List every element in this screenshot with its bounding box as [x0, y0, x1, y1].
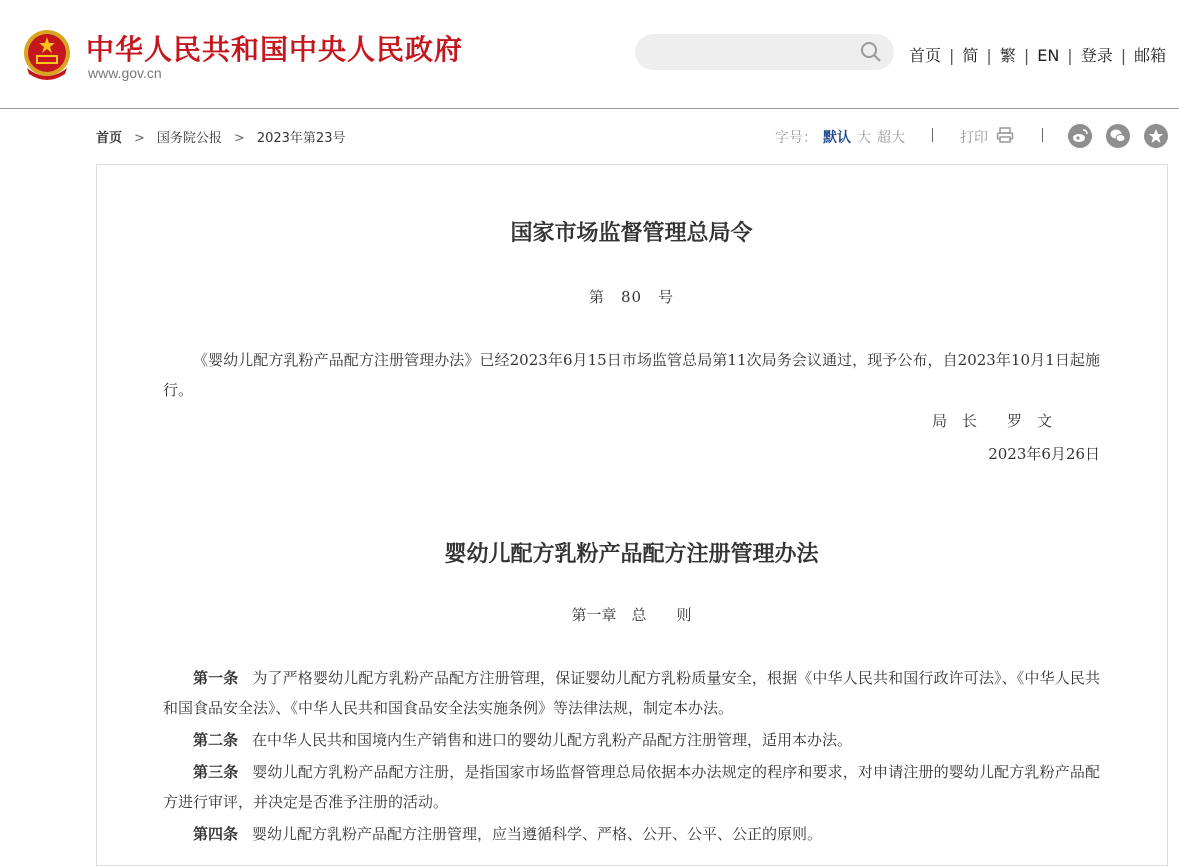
article-paragraph [163, 725, 1100, 755]
article-text: 婴幼儿配方乳粉产品配方注册管理，应当遵循科学、严格、公开、公平、公正的原则。 [252, 825, 823, 843]
article-number: 第四条 [193, 825, 239, 843]
article-number: 第三条 [193, 763, 239, 781]
search-box [635, 34, 894, 70]
site-header [0, 0, 1179, 109]
breadcrumb-issue[interactable]: 2023年第23号 [256, 131, 346, 146]
nav-mail-link[interactable]: 邮箱 [1134, 46, 1167, 65]
site-title[interactable]: 中华人民共和国中央人民政府 [86, 33, 464, 66]
nav-divider: | [1023, 46, 1030, 65]
article-text: 在中华人民共和国境内生产销售和进口的婴幼儿配方乳粉产品配方注册管理，适用本办法。 [252, 731, 853, 749]
print-button[interactable]: 打印 [960, 130, 988, 146]
regulation-title: 婴幼儿配方乳粉产品配方注册管理办法 [444, 541, 819, 567]
nav-traditional-link[interactable]: 繁 [999, 46, 1016, 65]
order-intro: 《婴幼儿配方乳粉产品配方注册管理办法》已经2023年6月15日市场监管总局第11次局务会议通过，现予公布，自2023年10月1日起施行。 [163, 351, 1100, 399]
site-url[interactable]: www.gov.cn [88, 65, 162, 81]
tools-divider [1042, 128, 1043, 142]
nav-simplified-link[interactable]: 简 [962, 46, 979, 65]
article-number: 第一条 [193, 669, 239, 687]
chevron-right-icon: > [233, 131, 245, 146]
top-nav [909, 43, 1166, 66]
signatory: 局 长 罗 文 [932, 412, 1053, 430]
order-title: 国家市场监督管理总局令 [510, 220, 753, 246]
breadcrumb-gazette[interactable]: 国务院公报 [156, 131, 222, 146]
nav-divider: | [986, 46, 992, 65]
font-size-default[interactable]: 默认 [823, 130, 851, 146]
chevron-right-icon: > [134, 131, 145, 146]
weibo-icon[interactable] [1068, 124, 1092, 148]
tools-divider [932, 128, 933, 142]
article-number: 第二条 [193, 731, 239, 749]
order-date: 2023年6月26日 [988, 445, 1100, 463]
chapter-heading: 第一章 总 则 [571, 606, 692, 624]
article-text: 为了严格婴幼儿配方乳粉产品配方注册管理，保证婴幼儿配方乳粉质量安全，根据《中华人民共和国行政许可法》、《中华人民共和国食品安全法》、《中华人民共和国食品安全法实施条例》等法律法规，制定本办法。 [163, 669, 1100, 717]
article-paragraph [163, 757, 1100, 817]
wechat-icon[interactable] [1106, 124, 1130, 148]
breadcrumb [96, 127, 345, 146]
nav-divider: | [1067, 46, 1073, 65]
font-size-xlarge[interactable]: 超大 [877, 130, 905, 146]
font-size-large[interactable]: 大 [857, 130, 871, 146]
printer-icon[interactable] [996, 126, 1014, 144]
article-paragraph [163, 663, 1100, 723]
nav-login-link[interactable]: 登录 [1080, 46, 1113, 65]
search-icon[interactable] [860, 41, 882, 63]
order-number: 第 80 号 [588, 288, 675, 306]
article-text: 婴幼儿配方乳粉产品配方注册，是指国家市场监督管理总局依据本办法规定的程序和要求，对申请注册的婴幼儿配方乳粉产品配方进行审评，并决定是否准予注册的活动。 [163, 763, 1100, 811]
breadcrumb-home[interactable]: 首页 [96, 131, 123, 146]
nav-divider: | [949, 46, 955, 65]
search-input[interactable] [649, 41, 853, 65]
article-container [96, 164, 1168, 866]
font-size-label: 字号： [775, 130, 817, 146]
nav-english-link[interactable]: EN [1037, 46, 1060, 65]
font-size-tools [775, 127, 905, 147]
nav-home-link[interactable]: 首页 [909, 46, 942, 65]
favorite-icon[interactable] [1144, 124, 1168, 148]
nav-divider: | [1120, 46, 1127, 65]
national-emblem-icon[interactable] [21, 28, 73, 82]
